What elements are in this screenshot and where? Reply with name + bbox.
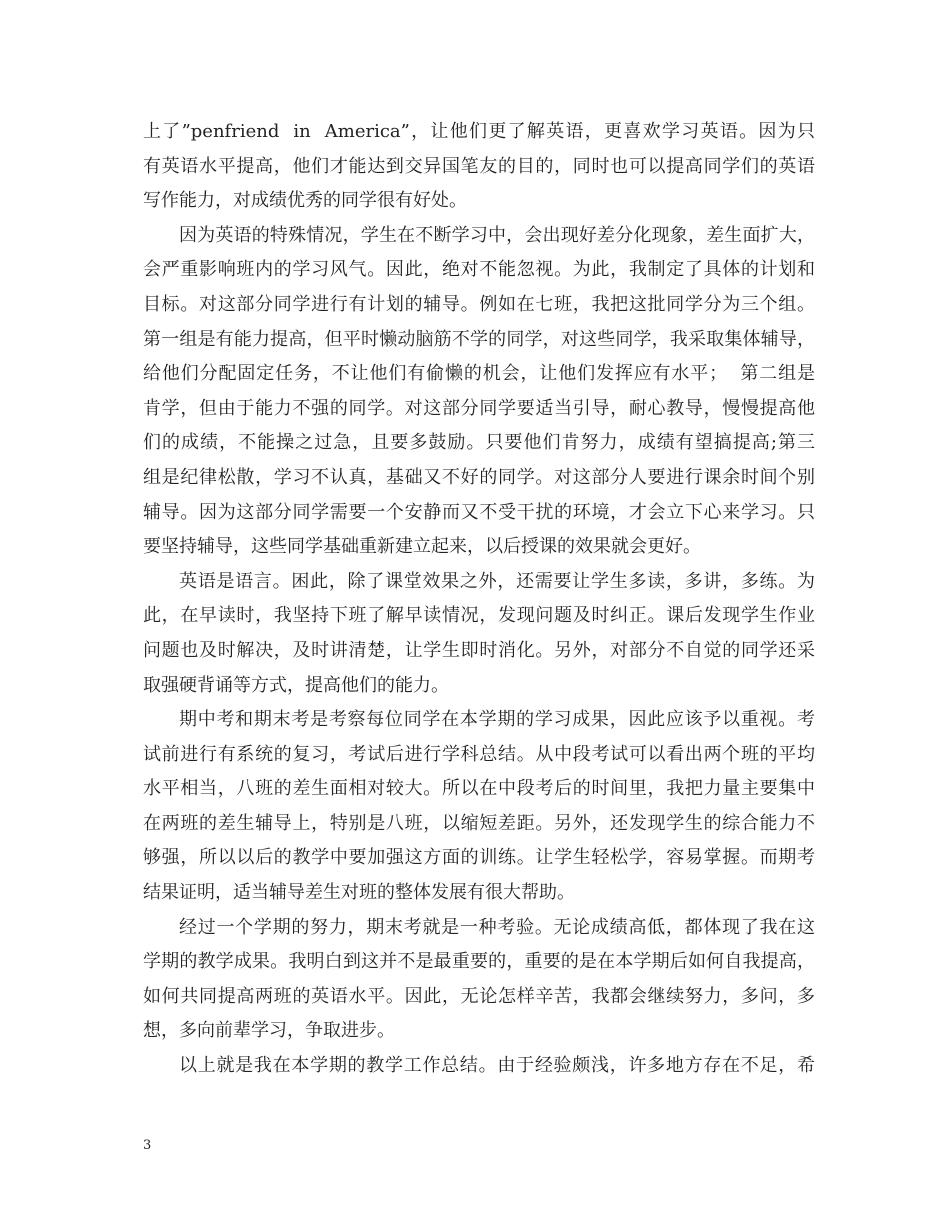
text-line: 给他们分配固定任务，不让他们有偷懒的机会，让他们发挥应有水平； 第二组是	[143, 363, 815, 385]
paragraph-start-line: 以上就是我在本学期的教学工作总结。由于经验颇浅，许多地方存在不足，希	[179, 1055, 815, 1077]
text-line: 够强，所以以后的教学中要加强这方面的训练。让学生轻松学，容易掌握。而期考	[143, 847, 815, 869]
text-line: 学期的教学成果。我明白到这并不是最重要的，重要的是在本学期后如何自我提高，	[143, 951, 815, 973]
text-line: 们的成绩，不能操之过急，且要多鼓励。只要他们肯努力，成绩有望搞提高;第三	[143, 432, 815, 454]
text-line: 写作能力，对成绩优秀的同学很有好处。	[143, 190, 467, 212]
text-line: 想，多向前辈学习，争取进步。	[143, 1020, 395, 1042]
page-number: 3	[143, 1138, 152, 1153]
text-line: 目标。对这部分同学进行有计划的辅导。例如在七班，我把这批同学分为三个组。	[143, 293, 815, 315]
text-line: 在两班的差生辅导上，特别是八班，以缩短差距。另外，还发现学生的综合能力不	[143, 812, 815, 834]
text-line: 有英语水平提高，他们才能达到交异国笔友的目的，同时也可以提高同学们的英语	[143, 155, 815, 177]
text-line: 第一组是有能力提高，但平时懒动脑筋不学的同学，对这些同学，我采取集体辅导，	[143, 328, 815, 350]
paragraph-start-line: 经过一个学期的努力，期末考就是一种考验。无论成绩高低，都体现了我在这	[179, 916, 815, 938]
text-line: 组是纪律松散，学习不认真，基础又不好的同学。对这部分人要进行课余时间个别	[143, 466, 815, 488]
text-line: 此，在早读时，我坚持下班了解早读情况，发现问题及时纠正。课后发现学生作业	[143, 605, 815, 627]
text-line: 要坚持辅导，这些同学基础重新建立起来，以后授课的效果就会更好。	[143, 536, 701, 558]
paragraph-start-line: 期中考和期末考是考察每位同学在本学期的学习成果，因此应该予以重视。考	[179, 709, 815, 731]
text-line: 问题也及时解决，及时讲清楚，让学生即时消化。另外，对部分不自觉的同学还采	[143, 639, 815, 661]
text-line: 水平相当，八班的差生面相对较大。所以在中段考后的时间里，我把力量主要集中	[143, 778, 815, 800]
text-line: 肯学，但由于能力不强的同学。对这部分同学要适当引导，耐心教导，慢慢提高他	[143, 397, 815, 419]
text-line: 如何共同提高两班的英语水平。因此，无论怎样辛苦，我都会继续努力，多问，多	[143, 985, 815, 1007]
text-line: 会严重影响班内的学习风气。因此，绝对不能忽视。为此，我制定了具体的计划和	[143, 259, 815, 281]
text-line: 上了”penfriend in America”，让他们更了解英语，更喜欢学习英语。因为只	[143, 121, 815, 142]
text-line: 结果证明，适当辅导差生对班的整体发展有很大帮助。	[143, 882, 575, 904]
paragraph-start-line: 英语是语言。困此，除了课堂效果之外，还需要让学生多读，多讲，多练。为	[179, 570, 815, 592]
paragraph-start-line: 因为英语的特殊情况，学生在不断学习中，会出现好差分化现象，差生面扩大，	[179, 224, 815, 246]
text-line: 试前进行有系统的复习，考试后进行学科总结。从中段考试可以看出两个班的平均	[143, 743, 815, 765]
text-line: 取强硬背诵等方式，提高他们的能力。	[143, 674, 449, 696]
text-line: 辅导。因为这部分同学需要一个安静而又不受干扰的环境，才会立下心来学习。只	[143, 501, 815, 523]
body-text	[143, 115, 815, 1084]
